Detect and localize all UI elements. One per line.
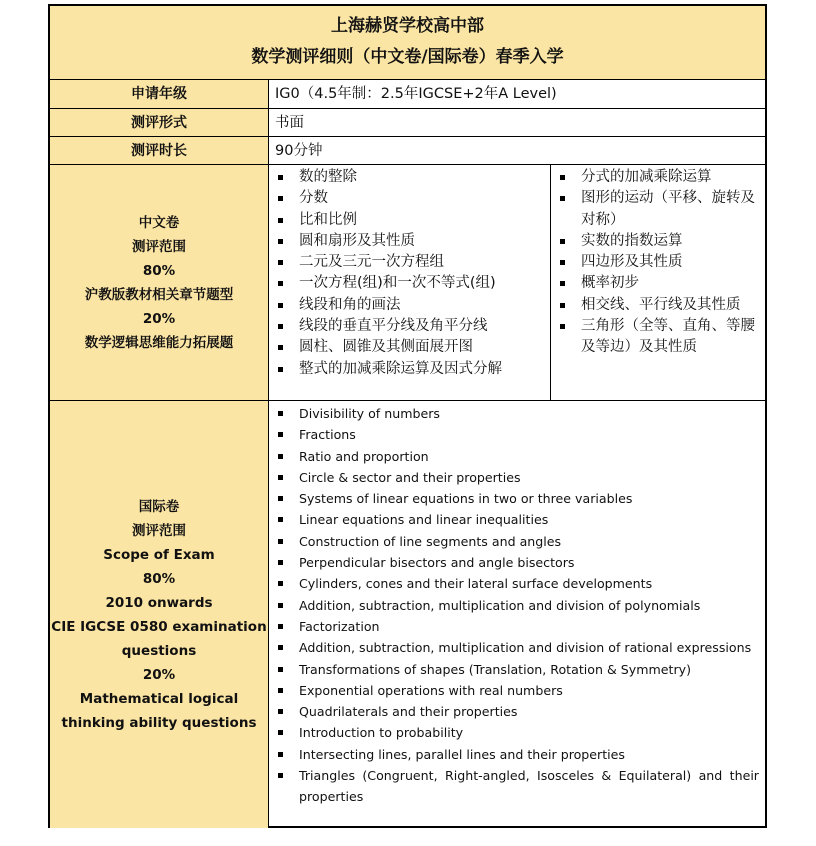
topic-item: [557, 273, 761, 294]
topic-item: [275, 337, 550, 358]
topic-text: Linear equations and linear inequalities: [299, 512, 549, 528]
topic-text: 一次方程(组)和一次不等式(组): [299, 275, 496, 292]
bullet-icon: [278, 475, 283, 480]
bullet-icon: [278, 539, 283, 544]
topic-item: [275, 273, 550, 294]
topic-text: 实数的指数运算: [581, 232, 683, 249]
label-line: 80%: [142, 262, 176, 279]
bullet-icon: [278, 752, 283, 757]
topic-text: 线段的垂直平分线及角平分线: [299, 318, 488, 335]
bullet-icon: [278, 432, 283, 437]
topic-item: [275, 595, 759, 616]
bullet-icon: [278, 730, 283, 735]
duration-label: 测评时长: [50, 136, 268, 164]
topic-text: 图形的运动（平移、旋转及对称）: [581, 190, 755, 228]
topic-text: Addition, subtraction, multiplication and division of rational expressions: [299, 640, 752, 656]
chinese-topics-col2: [550, 164, 765, 400]
topic-text: 二元及三元一次方程组: [299, 254, 444, 271]
bullet-icon: [278, 454, 283, 459]
format-label: 测评形式: [50, 108, 268, 136]
bullet-icon: [560, 324, 565, 329]
topic-item: [275, 188, 550, 209]
topic-item: [275, 403, 759, 424]
topic-item: [275, 167, 550, 188]
topic-text: 数的整除: [299, 169, 357, 185]
format-value: 书面: [268, 108, 765, 136]
label-line: 80%: [142, 570, 176, 587]
label-line: Scope of Exam: [103, 546, 215, 563]
bullet-icon: [560, 281, 565, 286]
school-name: 上海赫贤学校高中部: [331, 16, 484, 36]
topic-text: Divisibility of numbers: [299, 406, 440, 421]
topic-item: [557, 167, 761, 188]
bullet-icon: [278, 773, 283, 778]
topic-text: 线段和角的画法: [299, 296, 401, 313]
topic-item: [557, 231, 761, 252]
topic-text: Cylinders, cones and their lateral surface developments: [299, 576, 653, 592]
bullet-icon: [278, 667, 283, 672]
topic-item: [275, 680, 759, 701]
topic-item: [275, 701, 759, 722]
topic-item: [275, 252, 550, 273]
grade-value: IG0（4.5年制：2.5年IGCSE+2年A Level): [268, 79, 765, 108]
grade-label: 申请年级: [50, 79, 268, 108]
label-line: 2010 onwards: [105, 594, 213, 611]
topic-item: [557, 188, 761, 231]
label-line: CIE IGCSE 0580 examination questions: [51, 618, 267, 659]
topic-item: [275, 467, 759, 488]
label-line: 20%: [142, 666, 176, 683]
bullet-icon: [278, 688, 283, 693]
assessment-table: [48, 4, 767, 828]
bullet-icon: [278, 603, 283, 608]
topic-item: [275, 573, 759, 594]
topic-item: [275, 446, 759, 467]
international-paper-label: [50, 400, 268, 828]
bullet-icon: [278, 517, 283, 522]
topic-text: Systems of linear equations in two or three variables: [299, 491, 633, 507]
topic-text: Ratio and proportion: [299, 448, 429, 464]
topic-item: [275, 744, 759, 765]
topic-item: [275, 637, 759, 658]
topic-text: Exponential operations with real numbers: [299, 682, 563, 698]
topic-text: Circle & sector and their properties: [299, 469, 521, 485]
bullet-icon: [560, 196, 565, 201]
bullet-icon: [278, 218, 283, 223]
topic-text: Perpendicular bisectors and angle bisectors: [299, 555, 575, 571]
duration-value: 90分钟: [268, 136, 765, 164]
topic-item: [275, 295, 550, 316]
topic-item: [275, 424, 759, 445]
bullet-icon: [278, 367, 283, 372]
topic-text: 整式的加减乘除运算及因式分解: [299, 360, 502, 377]
label-line: 沪教版教材相关章节题型: [84, 286, 234, 303]
topic-text: 概率初步: [581, 275, 639, 292]
topic-text: Fractions: [299, 427, 356, 443]
topic-text: 四边形及其性质: [581, 254, 683, 271]
bullet-icon: [278, 624, 283, 629]
bullet-icon: [278, 175, 283, 180]
chinese-paper-label: [50, 164, 268, 400]
topic-text: 分式的加减乘除运算: [581, 169, 712, 185]
label-line: 测评范围: [132, 238, 186, 255]
topic-item: [275, 722, 759, 743]
bullet-icon: [278, 260, 283, 265]
topic-item: [557, 295, 761, 316]
topic-text: Intersecting lines, parallel lines and their properties: [299, 746, 625, 762]
topic-text: Factorization: [299, 618, 380, 634]
topic-text: 相交线、平行线及其性质: [581, 296, 741, 313]
bullet-icon: [560, 260, 565, 265]
topic-item: [275, 359, 550, 380]
topic-text: Addition, subtraction, multiplication and division of polynomials: [299, 597, 701, 613]
table-subtitle: 数学测评细则（中文卷/国际卷）春季入学: [251, 47, 564, 67]
international-topics: [268, 400, 765, 828]
bullet-icon: [278, 239, 283, 244]
topic-item: [557, 252, 761, 273]
topic-text: Construction of line segments and angles: [299, 533, 562, 549]
topic-text: 圆和扇形及其性质: [299, 232, 415, 249]
bullet-icon: [278, 709, 283, 714]
topic-text: 圆柱、圆锥及其侧面展开图: [299, 339, 473, 356]
topic-text: Introduction to probability: [299, 725, 464, 741]
bullet-icon: [278, 560, 283, 565]
table-title: [50, 6, 765, 79]
topic-item: [275, 231, 550, 252]
label-line: 测评范围: [132, 522, 186, 539]
topic-text: 分数: [299, 190, 328, 207]
label-line: 20%: [142, 310, 176, 327]
bullet-icon: [278, 196, 283, 201]
label-line: 中文卷: [138, 214, 180, 231]
bullet-icon: [278, 345, 283, 350]
bullet-icon: [560, 239, 565, 244]
bullet-icon: [278, 281, 283, 286]
topic-item: [275, 659, 759, 680]
topic-item: [275, 210, 550, 231]
bullet-icon: [278, 496, 283, 501]
topic-item: [275, 488, 759, 509]
bullet-icon: [278, 303, 283, 308]
label-line: Mathematical logical thinking ability questions: [61, 690, 257, 731]
topic-item: [275, 509, 759, 530]
topic-item: [275, 316, 550, 337]
chinese-topics-col1: [268, 164, 550, 400]
topic-text: 比和比例: [299, 211, 357, 228]
topic-text: Quadrilaterals and their properties: [299, 704, 518, 720]
label-line: 国际卷: [138, 498, 180, 515]
topic-text: Transformations of shapes (Translation, Rotation & Symmetry): [299, 661, 692, 677]
bullet-icon: [278, 581, 283, 586]
topic-item: [275, 616, 759, 637]
topic-item: [557, 316, 761, 359]
bullet-icon: [278, 324, 283, 329]
topic-text: Triangles (Congruent, Right-angled, Isosceles & Equilateral) and their properties: [299, 768, 759, 805]
bullet-icon: [560, 303, 565, 308]
topic-item: [275, 765, 759, 808]
bullet-icon: [278, 645, 283, 650]
bullet-icon: [560, 175, 565, 180]
topic-item: [275, 552, 759, 573]
label-line: 数学逻辑思维能力拓展题: [84, 334, 234, 351]
topic-text: 三角形（全等、直角、等腰及等边）及其性质: [581, 318, 755, 356]
topic-item: [275, 531, 759, 552]
bullet-icon: [278, 411, 283, 416]
